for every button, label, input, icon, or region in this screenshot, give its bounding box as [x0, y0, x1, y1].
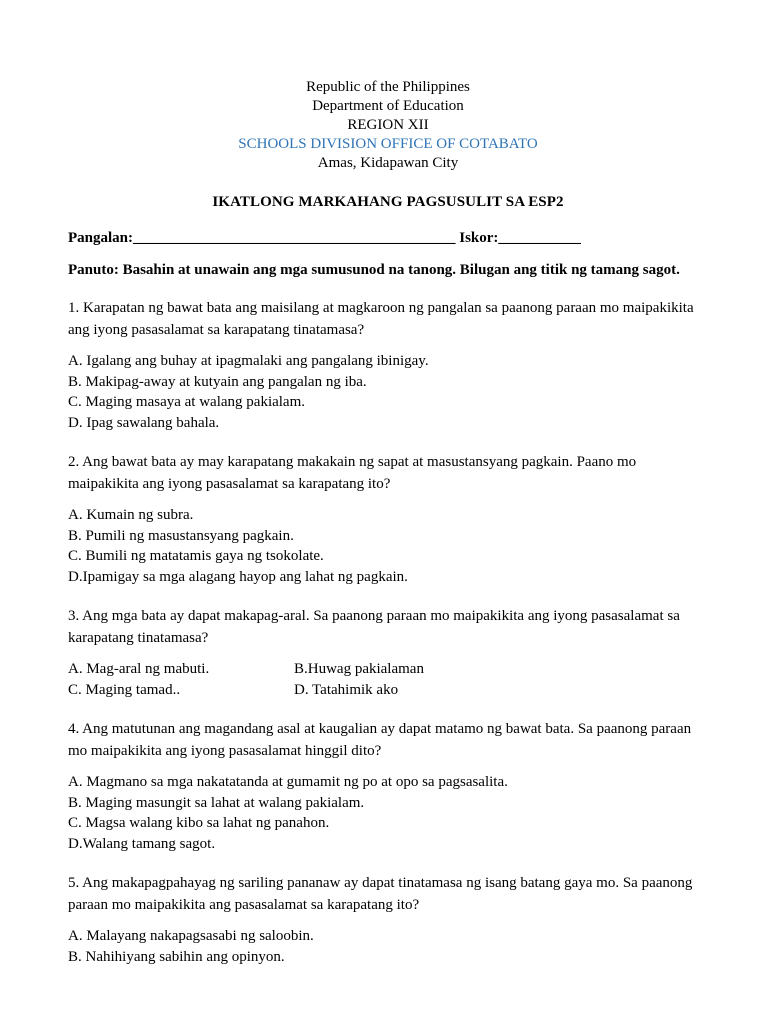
instructions: Panuto: Basahin at unawain ang mga sumusunod na tanong. Bilugan ang titik ng tamang sagot.: [68, 262, 680, 278]
choice-list: [68, 505, 708, 587]
choice-c[interactable]: C. Magsa walang kibo sa lahat ng panahon.: [68, 815, 330, 831]
choice-c[interactable]: C. Bumili ng matatamis gaya ng tsokolate.: [68, 548, 324, 564]
choice-d[interactable]: D.Walang tamang sagot.: [68, 835, 216, 852]
choice-b[interactable]: B.Huwag pakialaman: [294, 661, 424, 677]
header-division-office: SCHOOLS DIVISION OFFICE OF COTABATO: [238, 136, 538, 152]
exam-title: IKATLONG MARKAHANG PAGSUSULIT SA ESP2: [212, 194, 564, 210]
choice-a[interactable]: A. Igalang ang buhay at ipagmalaki ang pangalang ibinigay.: [68, 353, 429, 369]
question-2: [68, 451, 708, 587]
exam-page: [68, 78, 708, 967]
question-1: [68, 297, 708, 433]
choice-a[interactable]: A. Mag-aral ng mabuti.: [68, 661, 210, 677]
header-region: REGION XII: [347, 117, 429, 133]
choice-c[interactable]: C. Maging masaya at walang pakialam.: [68, 394, 306, 410]
choice-a[interactable]: A. Magmano sa mga nakatatanda at gumamit ng po at opo sa pagsasalita.: [68, 774, 508, 790]
document-header: [68, 78, 708, 173]
choice-d[interactable]: D. Ipag sawalang bahala.: [68, 414, 220, 431]
header-republic: Republic of the Philippines: [306, 79, 470, 95]
choice-d[interactable]: D. Tatahimik ako: [294, 681, 399, 698]
question-text: 4. Ang matutunan ang magandang asal at kaugalian ay dapat matamo ng bawat bata. Sa paanong paraan mo maipakikita ang iyong pasasalamat hinggil dito?: [68, 721, 692, 759]
choice-b[interactable]: B. Nahihiyang sabihin ang opinyon.: [68, 948, 285, 965]
choice-a[interactable]: A. Kumain ng subra.: [68, 507, 194, 523]
question-4: [68, 718, 708, 854]
choice-grid: [68, 659, 708, 700]
question-text: 2. Ang bawat bata ay may karapatang makakain ng sapat at masustansyang pagkain. Paano mo maipakikita ang iyong pasasalamat sa karapatang ito?: [68, 454, 637, 492]
choice-list: [68, 351, 708, 433]
choice-a[interactable]: A. Malayang nakapagsasabi ng saloobin.: [68, 928, 314, 944]
choice-d[interactable]: D.Ipamigay sa mga alagang hayop ang lahat ng pagkain.: [68, 568, 408, 585]
question-text: 3. Ang mga bata ay dapat makapag-aral. Sa paanong paraan mo maipakikita ang iyong pasasalamat sa karapatang tinatamasa?: [68, 608, 680, 646]
choice-b[interactable]: B. Makipag-away at kutyain ang pangalan ng iba.: [68, 373, 367, 390]
header-department: Department of Education: [312, 98, 464, 114]
question-text: 1. Karapatan ng bawat bata ang maisilang at magkaroon ng pangalan sa paanong paraan mo maipakikita ang iyong pasasalamat sa karapatang tinatamasa?: [68, 300, 694, 338]
choice-list: [68, 926, 708, 967]
header-address: Amas, Kidapawan City: [317, 155, 459, 171]
choice-list: [68, 772, 708, 854]
question-5: [68, 872, 708, 967]
choice-c[interactable]: C. Maging tamad..: [68, 681, 181, 698]
question-text: 5. Ang makapagpahayag ng sariling pananaw ay dapat tinatamasa ng isang batang gaya mo. Sa paanong paraan mo maipakikita ang pasasalamat sa karapatang ito?: [68, 875, 693, 913]
question-3: [68, 605, 708, 700]
choice-b[interactable]: B. Maging masungit sa lahat at walang pakialam.: [68, 794, 365, 811]
choice-b[interactable]: B. Pumili ng masustansyang pagkain.: [68, 527, 294, 544]
name-score-line: Pangalan:___________________________________________ Iskor:___________: [68, 230, 581, 246]
